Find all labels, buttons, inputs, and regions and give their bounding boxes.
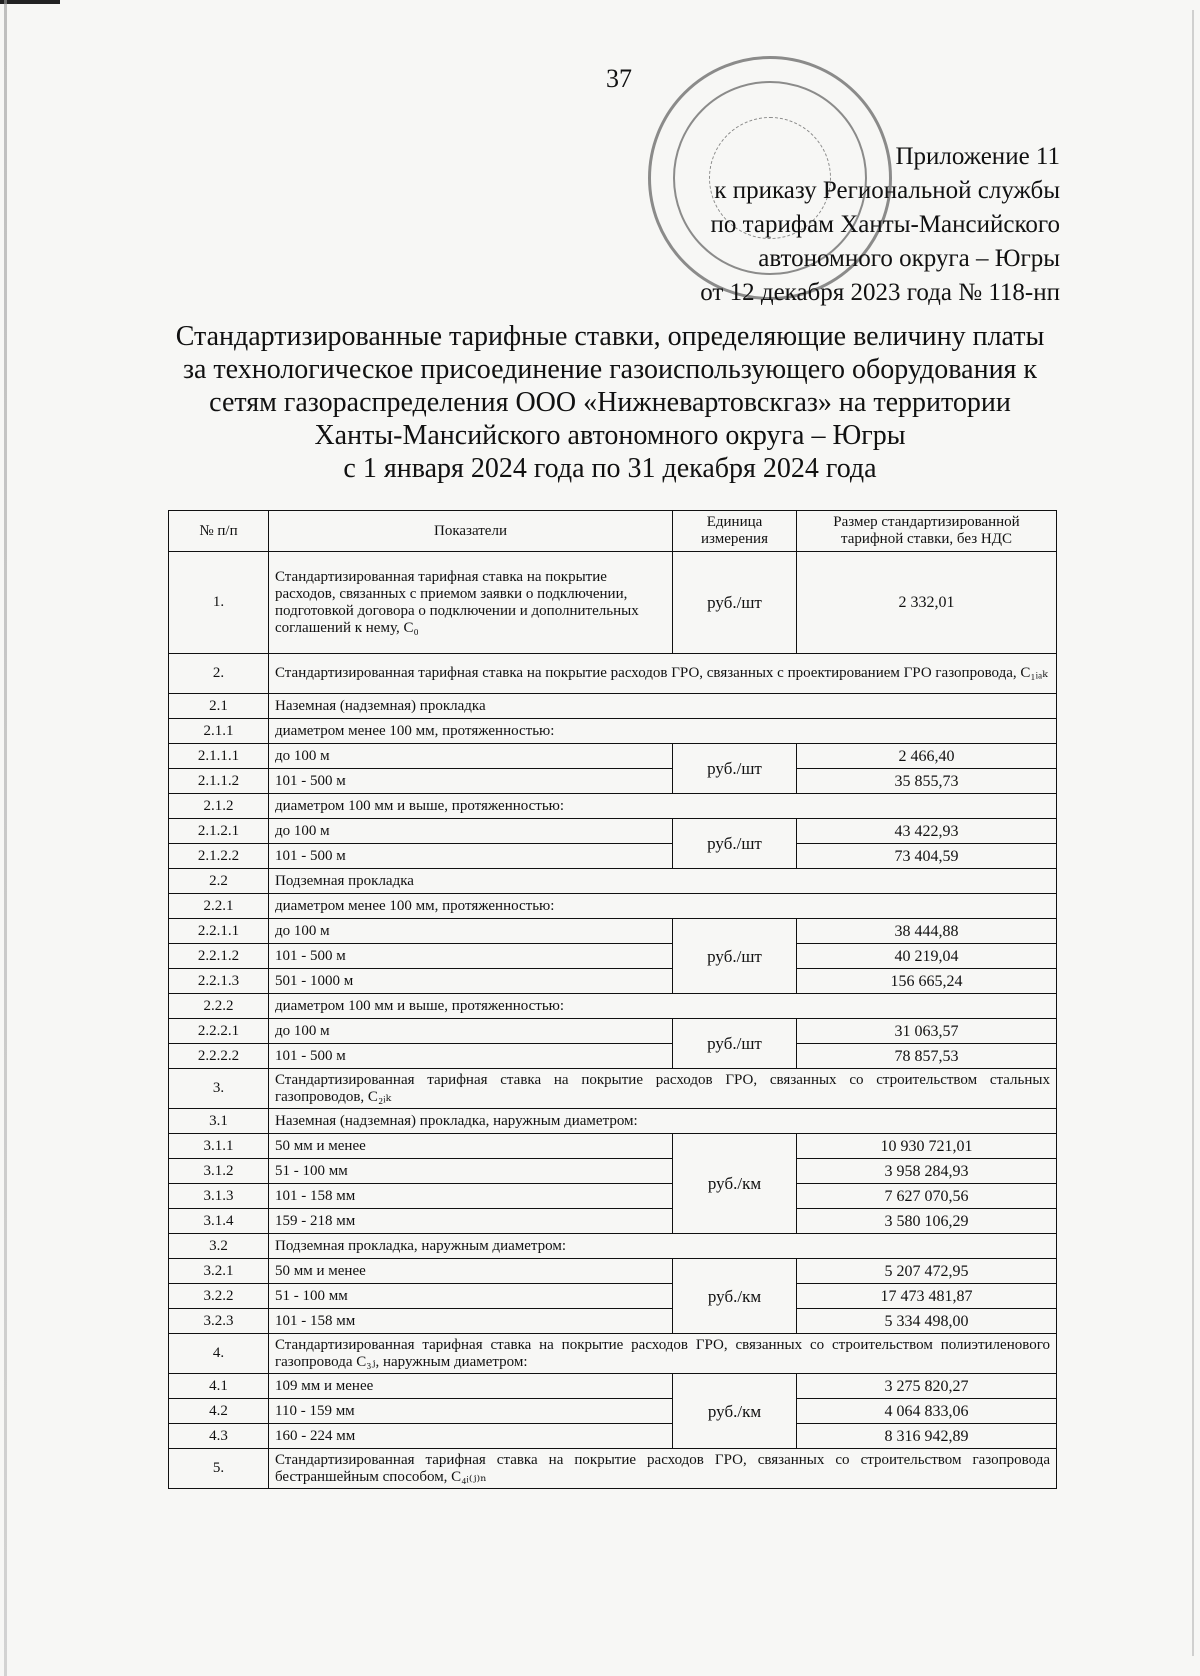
- table-row: [169, 969, 1057, 994]
- row-value: 43 422,93: [797, 819, 1057, 844]
- title-line: Стандартизированные тарифные ставки, определяющие величину платы: [175, 321, 1045, 352]
- row-desc: Наземная (надземная) прокладка, наружным диаметром:: [269, 1109, 1057, 1134]
- table-row: [169, 794, 1057, 819]
- row-desc: 51 - 100 мм: [269, 1159, 673, 1184]
- corner-mark: [0, 0, 60, 4]
- row-num: 3.1.4: [169, 1209, 269, 1234]
- table-row: [169, 1019, 1057, 1044]
- row-num: 3.1.2: [169, 1159, 269, 1184]
- title-line: Ханты-Мансийского автономного округа – Югры: [314, 420, 906, 451]
- row-value: 4 064 833,06: [797, 1399, 1057, 1424]
- row-desc: диаметром менее 100 мм, протяженностью:: [269, 719, 1057, 744]
- row-num: 1.: [169, 552, 269, 654]
- table-row: [169, 1069, 1057, 1109]
- row-value: 3 580 106,29: [797, 1209, 1057, 1234]
- table-header-row: [169, 511, 1057, 552]
- row-num: 2.1.2: [169, 794, 269, 819]
- table-row: [169, 1309, 1057, 1334]
- row-desc: Стандартизированная тарифная ставка на покрытие расходов ГРО, связанных со строительством газопровода бестраншейным способом, C₄ᵢ₍ⱼ₎ₙ: [269, 1449, 1057, 1489]
- row-num: 3.2: [169, 1234, 269, 1259]
- table-row: [169, 844, 1057, 869]
- table-row: [169, 1399, 1057, 1424]
- row-num: 2.2.1.1: [169, 919, 269, 944]
- table-row: [169, 1334, 1057, 1374]
- table-row: [169, 769, 1057, 794]
- row-num: 2.2.2.1: [169, 1019, 269, 1044]
- row-desc: до 100 м: [269, 1019, 673, 1044]
- table-row: [169, 1044, 1057, 1069]
- table-row: [169, 1159, 1057, 1184]
- row-desc: Подземная прокладка, наружным диаметром:: [269, 1234, 1057, 1259]
- scan-edge-right: [1192, 10, 1194, 1656]
- row-desc: диаметром 100 мм и выше, протяженностью:: [269, 994, 1057, 1019]
- row-num: 3.1.3: [169, 1184, 269, 1209]
- table-row: [169, 1284, 1057, 1309]
- row-num: 2.2.1.2: [169, 944, 269, 969]
- row-num: 3.: [169, 1069, 269, 1109]
- row-num: 2.2.1.3: [169, 969, 269, 994]
- row-num: 4.2: [169, 1399, 269, 1424]
- row-unit: руб./шт: [673, 552, 797, 654]
- row-value: 2 332,01: [797, 552, 1057, 654]
- table-row: [169, 1184, 1057, 1209]
- row-value: 3 958 284,93: [797, 1159, 1057, 1184]
- row-value: 78 857,53: [797, 1044, 1057, 1069]
- row-desc: Подземная прокладка: [269, 869, 1057, 894]
- row-value: 5 334 498,00: [797, 1309, 1057, 1334]
- title-line: за технологическое присоединение газоиспользующего оборудования к: [182, 354, 1038, 385]
- table-row: [169, 719, 1057, 744]
- row-desc: 159 - 218 мм: [269, 1209, 673, 1234]
- row-num: 4.1: [169, 1374, 269, 1399]
- table-row: [169, 994, 1057, 1019]
- row-desc: 501 - 1000 м: [269, 969, 673, 994]
- table-row: [169, 944, 1057, 969]
- title-line: с 1 января 2024 года по 31 декабря 2024 года: [343, 453, 877, 484]
- row-num: 2.2.1: [169, 894, 269, 919]
- row-num: 3.2.1: [169, 1259, 269, 1284]
- row-value: 10 930 721,01: [797, 1134, 1057, 1159]
- row-unit: руб./км: [673, 1259, 797, 1334]
- row-num: 2.1.1.2: [169, 769, 269, 794]
- row-num: 3.1.1: [169, 1134, 269, 1159]
- header-value: Размер стандартизированной тарифной ставки, без НДС: [797, 511, 1057, 552]
- row-num: 2.2.2.2: [169, 1044, 269, 1069]
- row-desc: 50 мм и менее: [269, 1259, 673, 1284]
- row-num: 2.1.1: [169, 719, 269, 744]
- header-unit: Единица измерения: [673, 511, 797, 552]
- table-row: [169, 694, 1057, 719]
- row-num: 3.2.2: [169, 1284, 269, 1309]
- row-num: 2.1.2.2: [169, 844, 269, 869]
- table-row: [169, 1449, 1057, 1489]
- row-value: 31 063,57: [797, 1019, 1057, 1044]
- row-unit: руб./шт: [673, 1019, 797, 1069]
- table-row: [169, 1234, 1057, 1259]
- row-desc: 110 - 159 мм: [269, 1399, 673, 1424]
- table-row: [169, 919, 1057, 944]
- row-num: 3.2.3: [169, 1309, 269, 1334]
- row-num: 2.2.2: [169, 994, 269, 1019]
- row-desc: 101 - 158 мм: [269, 1184, 673, 1209]
- row-desc: диаметром менее 100 мм, протяженностью:: [269, 894, 1057, 919]
- tariff-table: [168, 510, 1057, 1489]
- title-line: сетям газораспределения ООО «Нижневартовскгаз» на территории: [209, 387, 1011, 418]
- row-desc: диаметром 100 мм и выше, протяженностью:: [269, 794, 1057, 819]
- row-unit: руб./км: [673, 1134, 797, 1234]
- row-desc: Стандартизированная тарифная ставка на покрытие расходов, связанных с приемом заявки о подключении, подготовкой договора о подключении и дополнительных соглашений к нему, C₀: [269, 552, 673, 654]
- row-desc: 101 - 500 м: [269, 769, 673, 794]
- row-unit: руб./шт: [673, 819, 797, 869]
- document-title: [160, 320, 1060, 485]
- row-num: 2.: [169, 654, 269, 694]
- row-num: 2.1.1.1: [169, 744, 269, 769]
- table-row: [169, 819, 1057, 844]
- table-row: [169, 1209, 1057, 1234]
- row-desc: Стандартизированная тарифная ставка на покрытие расходов ГРО, связанных с проектированием ГРО газопровода, C₁ᵢₐₖ: [269, 654, 1057, 694]
- table-row: [169, 1374, 1057, 1399]
- table-row: [169, 1259, 1057, 1284]
- row-desc: 101 - 500 м: [269, 1044, 673, 1069]
- row-num: 3.1: [169, 1109, 269, 1134]
- table-row: [169, 1109, 1057, 1134]
- row-value: 156 665,24: [797, 969, 1057, 994]
- row-num: 2.1.2.1: [169, 819, 269, 844]
- row-desc: Стандартизированная тарифная ставка на покрытие расходов ГРО, связанных со строительством стальных газопроводов, C₂ᵢₖ: [269, 1069, 1057, 1109]
- row-num: 2.1: [169, 694, 269, 719]
- header-num: № п/п: [169, 511, 269, 552]
- appendix-line: к приказу Региональной службы: [714, 177, 1060, 204]
- appendix-line: автономного округа – Югры: [758, 245, 1060, 272]
- row-num: 2.2: [169, 869, 269, 894]
- row-unit: руб./шт: [673, 744, 797, 794]
- row-unit: руб./км: [673, 1374, 797, 1449]
- table-row: [169, 1424, 1057, 1449]
- page-number: 37: [606, 64, 632, 93]
- table-row: [169, 744, 1057, 769]
- row-desc: до 100 м: [269, 919, 673, 944]
- row-desc: 51 - 100 мм: [269, 1284, 673, 1309]
- row-desc: до 100 м: [269, 819, 673, 844]
- row-value: 2 466,40: [797, 744, 1057, 769]
- row-value: 8 316 942,89: [797, 1424, 1057, 1449]
- row-num: 4.: [169, 1334, 269, 1374]
- table-row: [169, 894, 1057, 919]
- row-desc: 160 - 224 мм: [269, 1424, 673, 1449]
- row-desc: 50 мм и менее: [269, 1134, 673, 1159]
- appendix-line: Приложение 11: [895, 143, 1060, 170]
- row-desc: Стандартизированная тарифная ставка на покрытие расходов ГРО, связанных со строительством полиэтиленового газопровода C₃ⱼ, наружным диаметром:: [269, 1334, 1057, 1374]
- row-desc: Наземная (надземная) прокладка: [269, 694, 1057, 719]
- row-desc: 101 - 500 м: [269, 844, 673, 869]
- header-indicator: Показатели: [269, 511, 673, 552]
- row-desc: 101 - 158 мм: [269, 1309, 673, 1334]
- table-row: [169, 552, 1057, 654]
- row-desc: 109 мм и менее: [269, 1374, 673, 1399]
- row-value: 3 275 820,27: [797, 1374, 1057, 1399]
- row-value: 38 444,88: [797, 919, 1057, 944]
- row-desc: 101 - 500 м: [269, 944, 673, 969]
- row-num: 5.: [169, 1449, 269, 1489]
- table-row: [169, 654, 1057, 694]
- row-value: 35 855,73: [797, 769, 1057, 794]
- scan-edge-left: [4, 0, 7, 1676]
- row-desc: до 100 м: [269, 744, 673, 769]
- row-unit: руб./шт: [673, 919, 797, 994]
- row-value: 73 404,59: [797, 844, 1057, 869]
- row-value: 7 627 070,56: [797, 1184, 1057, 1209]
- appendix-line: по тарифам Ханты-Мансийского: [710, 211, 1060, 238]
- row-value: 40 219,04: [797, 944, 1057, 969]
- appendix-line: от 12 декабря 2023 года № 118-нп: [700, 279, 1060, 306]
- appendix-header: [700, 140, 1060, 310]
- row-value: 17 473 481,87: [797, 1284, 1057, 1309]
- table-row: [169, 1134, 1057, 1159]
- row-num: 4.3: [169, 1424, 269, 1449]
- row-value: 5 207 472,95: [797, 1259, 1057, 1284]
- table-row: [169, 869, 1057, 894]
